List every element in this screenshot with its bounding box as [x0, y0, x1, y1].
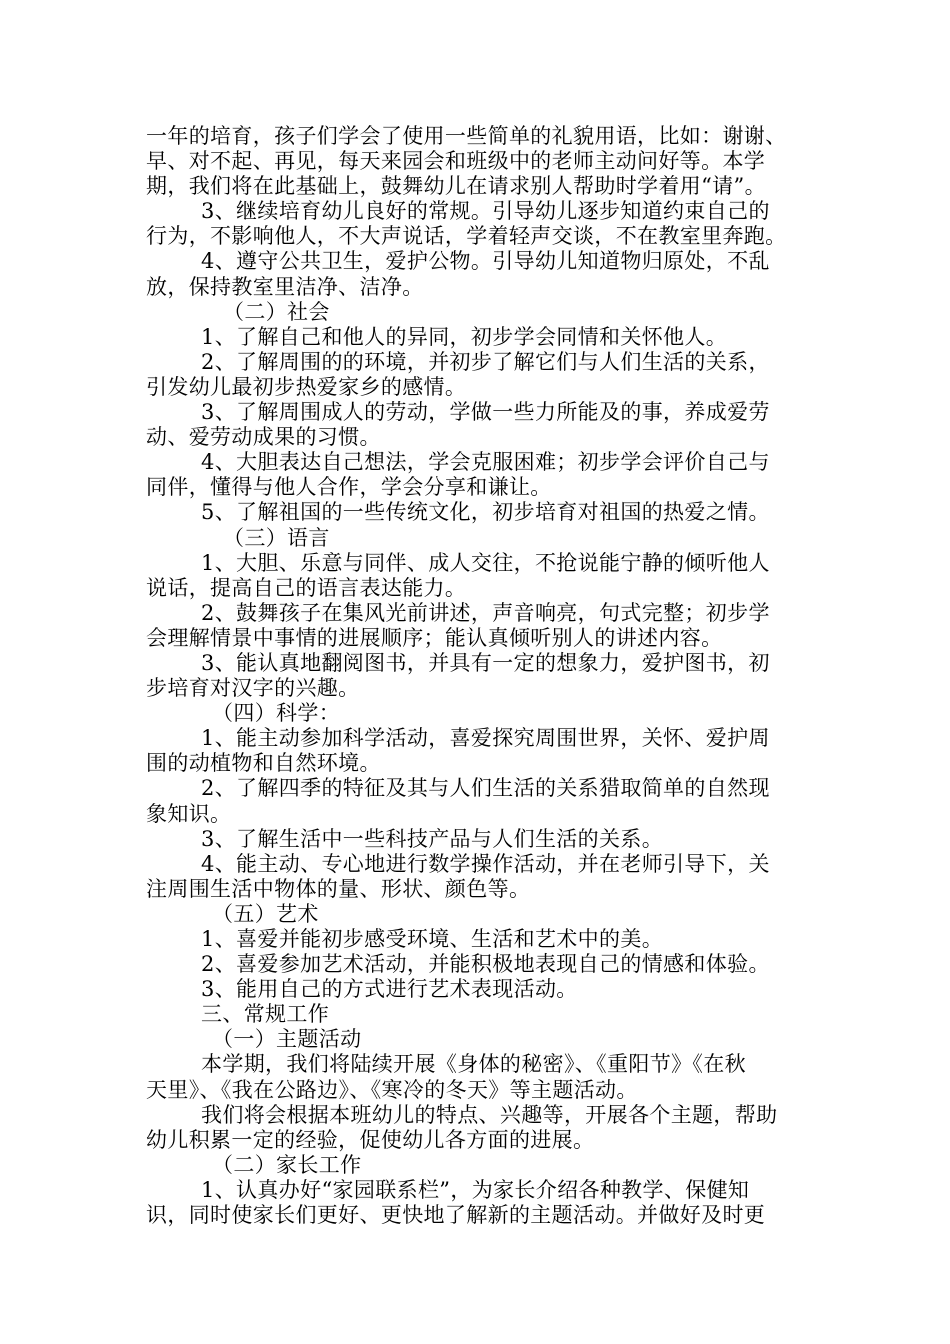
text-line: 步培育对汉字的兴趣。: [146, 676, 360, 701]
text-line: 期，我们将在此基础上，鼓舞幼儿在请求别人帮助时学着用“请”。: [146, 174, 766, 199]
text-line: 4、遵守公共卫生，爱护公物。引导幼儿知道物归原处，不乱: [201, 249, 770, 274]
text-line: 放，保持教室里洁净、洁净。: [146, 274, 424, 299]
section-heading: （四）科学：: [212, 701, 341, 726]
text-line: 引发幼儿最初步热爱家乡的感情。: [146, 374, 467, 399]
text-line: 3、能认真地翻阅图书，并具有一定的想象力，爱护图书，初: [201, 650, 770, 675]
section-heading: （一）主题活动: [212, 1027, 362, 1052]
section-heading: （二）社会: [223, 299, 330, 324]
text-line: 1、能主动参加科学活动，喜爱探究周围世界，关怀、爱护周: [201, 726, 770, 751]
text-line: 同伴，懂得与他人合作，学会分享和谦让。: [146, 475, 552, 500]
text-line: 会理解情景中事情的进展顺序；能认真倾听别人的讲述内容。: [146, 625, 723, 650]
text-line: 象知识。: [146, 801, 232, 826]
text-line: 围的动植物和自然环境。: [146, 751, 381, 776]
text-line: 2、喜爱参加艺术活动，并能积极地表现自己的情感和体验。: [201, 952, 770, 977]
text-line: 幼儿积累一定的经验，促使幼儿各方面的进展。: [146, 1127, 595, 1152]
text-line: 3、了解生活中一些科技产品与人们生活的关系。: [201, 826, 664, 851]
text-line: 1、喜爱并能初步感受环境、生活和艺术中的美。: [201, 927, 664, 951]
text-line: 一年的培育，孩子们学会了使用一些简单的礼貌用语，比如：谢谢、: [146, 124, 787, 148]
text-line: 1、大胆、乐意与同伴、成人交往，不抢说能宁静的倾听他人: [201, 550, 770, 575]
text-line: 4、能主动、专心地进行数学操作活动，并在老师引导下，关: [201, 851, 770, 876]
section-heading: （二）家长工作: [212, 1152, 362, 1177]
text-line: 3、了解周围成人的劳动，学做一些力所能及的事，养成爱劳: [201, 400, 770, 425]
text-line: 动、爱劳动成果的习惯。: [146, 425, 381, 450]
text-line: 天里》、《我在公路边》、《寒冷的冬天》等主题活动。: [146, 1077, 638, 1102]
text-line: 3、能用自己的方式进行艺术表现活动。: [201, 977, 578, 1002]
text-line: 识，同时使家长们更好、更快地了解新的主题活动。并做好及时更: [146, 1203, 766, 1228]
text-line: 5、了解祖国的一些传统文化，初步培育对祖国的热爱之情。: [201, 500, 770, 525]
text-line: 4、大胆表达自己想法，学会克服困难；初步学会评价自己与: [201, 450, 770, 475]
text-line: 早、对不起、再见，每天来园会和班级中的老师主动问好等。本学: [146, 149, 766, 174]
text-line: 注周围生活中物体的量、形状、颜色等。: [146, 876, 531, 901]
text-line: 2、了解四季的特征及其与人们生活的关系猎取简单的自然现: [201, 776, 770, 801]
text-line: 行为，不影响他人，不大声说话，学着轻声交谈，不在教室里奔跑。: [146, 224, 787, 249]
section-heading: 三、常规工作: [201, 1002, 330, 1027]
text-line: 1、了解自己和他人的异同，初步学会同情和关怀他人。: [201, 324, 728, 349]
text-line: 说话，提高自己的语言表达能力。: [146, 575, 467, 600]
document-body: [146, 124, 806, 1228]
text-line: 我们将会根据本班幼儿的特点、兴趣等，开展各个主题，帮助: [201, 1102, 778, 1127]
text-line: 1、认真办好“家园联系栏”，为家长介绍各种教学、保健知: [201, 1177, 750, 1202]
text-line: 本学期，我们将陆续开展《身体的秘密》、《重阳节》《在秋: [201, 1052, 746, 1077]
text-line: 2、了解周围的的环境，并初步了解它们与人们生活的关系，: [201, 349, 770, 374]
section-heading: （三）语言: [223, 525, 330, 550]
section-heading: （五）艺术: [212, 901, 319, 926]
text-line: 2、鼓舞孩子在集风光前讲述，声音响亮，句式完整；初步学: [201, 600, 770, 625]
text-line: 3、继续培育幼儿良好的常规。引导幼儿逐步知道约束自己的: [201, 199, 770, 224]
